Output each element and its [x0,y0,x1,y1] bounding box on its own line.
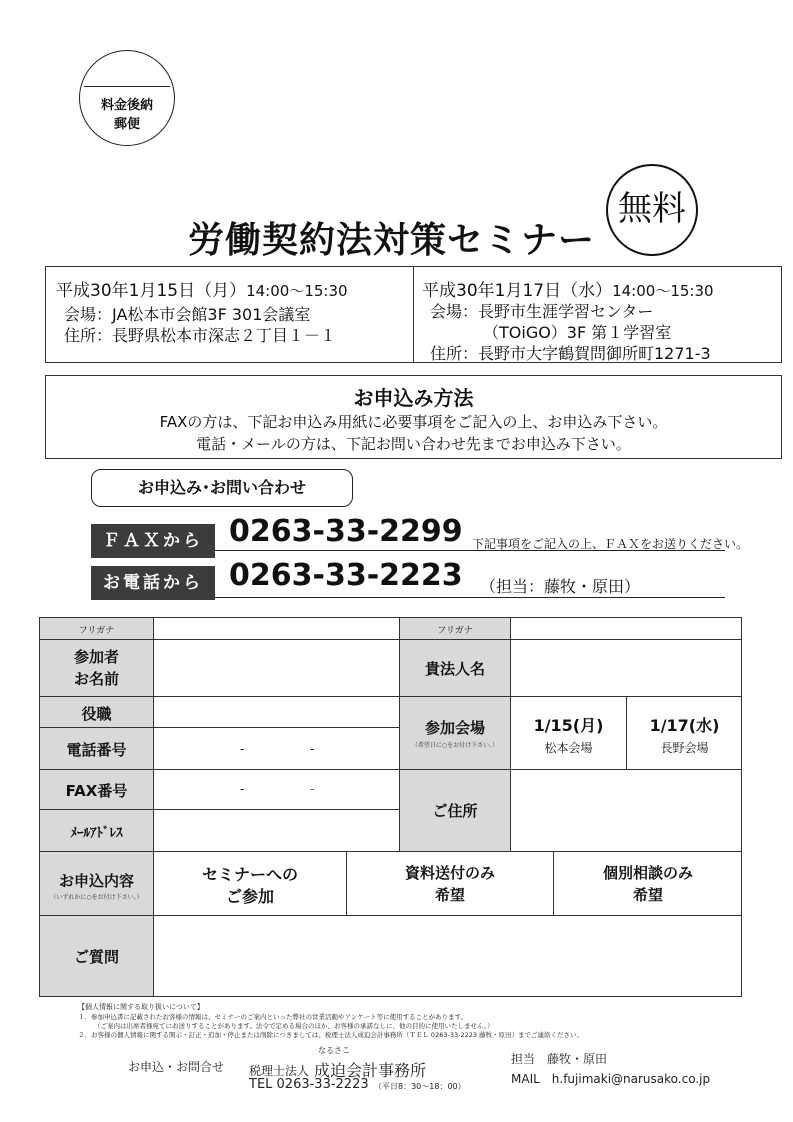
privacy-heading: 【個人情報に関する取り扱いについて】 [78,1003,204,1011]
content-label: お申込内容 [58,872,134,890]
footer-hours: （平日8：30～18：00） [374,1082,466,1091]
address-input[interactable] [511,770,742,852]
choice2-line2: 希望 [434,886,465,904]
venue-option-matsumoto[interactable] [511,697,627,770]
fax-number: 0263-33-2299 [229,514,463,549]
method-heading: お申込み方法 [353,386,474,410]
postal-divider [84,86,170,87]
choice2-line1: 資料送付のみ [404,864,495,882]
company-label: 貴法人名 [424,660,485,678]
email-input[interactable] [154,810,400,852]
position-input[interactable] [154,697,400,728]
content-note: （いずれかに○をお付け下さい。） [50,894,143,901]
fax-sep-1: - [240,782,245,796]
privacy-line3: ２．お客様の個人情報に関する開示・訂正・追加・停止または削除につきましては、税理士法人成迫会計事務所（ＴＥＬ 0263-33-2223 藤牧・原田）までご連絡ください。 [78,1031,584,1039]
footer-corp-name: 成迫会計事務所 [314,1061,427,1080]
venue2-place: 長野会場 [660,741,709,755]
choice1-line1: セミナーへの [201,865,298,884]
address-label: ご住所 [432,802,478,820]
address-label-cell [400,770,511,852]
method-line1: FAXの方は、下記お申込み用紙に必要事項をご記入の上、お申込み下さい。 [159,413,668,431]
participant-label-2: お名前 [73,670,119,688]
venue-label: 参加会場 [424,719,485,737]
session-dates-box [45,266,782,363]
session1-address: 住所：長野県松本市深志２丁目１－１ [64,326,337,345]
session2-time: 14:00～15:30 [612,282,714,300]
fax-sep-2: - [310,782,315,796]
footer-ruby: なるさこ [318,1046,350,1055]
fax-label: FAX番号 [65,782,128,800]
position-label: 役職 [81,705,112,723]
footer-inquiry: お申込・お問合せ [128,1060,225,1074]
email-label: ﾒｰﾙｱﾄﾞﾚｽ [70,826,123,841]
content-label-cell [40,852,154,916]
furigana2-label-cell [400,618,511,640]
participant-label-cell [40,640,154,697]
application-method-box [45,375,782,459]
phone-sep-2: - [310,742,315,756]
furigana-label: フリガナ [78,626,115,636]
choice-seminar[interactable] [154,852,347,916]
session2-address: 住所：長野市大字鶴賀問御所町1271-3 [430,344,711,363]
session2-venue: 会場：長野市生涯学習センター [430,302,654,321]
phone-input[interactable] [154,728,400,770]
fax-input[interactable] [154,770,400,810]
tel-note: （担当：藤牧・原田） [480,577,641,596]
fax-label-cell [40,770,154,810]
application-form [39,617,742,997]
choice-materials[interactable] [347,852,554,916]
choice1-line2: ご参加 [225,887,274,906]
tel-tag: お電話から [91,566,215,600]
choice-consultation[interactable] [554,852,742,916]
choice3-line1: 個別相談のみ [602,864,693,882]
question-label: ご質問 [73,948,119,966]
phone-label: 電話番号 [66,741,127,759]
venue1-place: 松本会場 [544,741,593,755]
venue-option-nagano[interactable] [627,697,742,770]
phone-sep-1: - [240,742,245,756]
venue-note: （希望日に○をお付け下さい。） [411,742,499,749]
session1-date: 平成30年1月15日（月） [56,281,247,301]
venue2-date: 1/17(水) [649,716,720,735]
fax-tag: ＦＡＸから [91,524,215,558]
contact-label: お申込み･お問い合わせ [91,469,353,507]
footer-staff: 担当 藤牧・原田 [511,1052,608,1066]
furigana-input[interactable] [154,618,400,640]
footer-mail: MAIL h.fujimaki@narusako.co.jp [511,1072,711,1086]
furigana-label-cell [40,618,154,640]
fax-note: 下記事項をご記入の上、ＦＡＸをお送りください。 [472,537,749,551]
session2-date-line [422,276,714,301]
position-label-cell [40,697,154,728]
phone-label-cell [40,728,154,770]
postal-mark [79,50,175,146]
session1-time: 14:00～15:30 [246,282,348,300]
question-input[interactable] [154,916,742,996]
page-title: 労働契約法対策セミナー [188,220,596,261]
venue-label-cell [400,697,511,770]
session1-date-line [56,276,348,301]
session1-venue: 会場：JA松本市会館3F 301会議室 [64,305,311,324]
postal-line2: 郵便 [113,117,140,132]
privacy-line1: １．参加申込書に記載されたお客様の情報は、セミナーのご案内といった弊社の営業活動やアンケート等に使用することがあります。 [78,1013,468,1021]
participant-label-1: 参加者 [73,648,119,666]
venue1-date: 1/15(月) [533,716,604,735]
tel-number: 0263-33-2223 [229,558,463,593]
session2-date: 平成30年1月17日（水） [422,281,613,301]
company-label-cell [400,640,511,697]
privacy-line2: （ご案内は出席者様宛てにお送りすることがあります。法令で定める場合のほか、お客様の承諾なしに、他の目的に使用いたしません。） [94,1022,494,1030]
company-input[interactable] [511,640,742,697]
free-badge: 無料 [606,164,698,256]
furigana2-input[interactable] [511,618,742,640]
footer-corp-type: 税理士法人 [249,1064,310,1078]
choice3-line2: 希望 [632,886,663,904]
email-label-cell [40,810,154,852]
participant-name-input[interactable] [154,640,400,697]
method-line2: 電話・メールの方は、下記お問い合わせ先までお申込み下さい。 [196,435,631,453]
footer-tel: TEL 0263-33-2223 [249,1077,369,1092]
question-label-cell [40,916,154,996]
furigana2-label: フリガナ [437,626,473,636]
session2-venue2: （TOiGO）3F 第１学習室 [483,323,672,342]
postal-line1: 料金後納 [100,98,153,113]
